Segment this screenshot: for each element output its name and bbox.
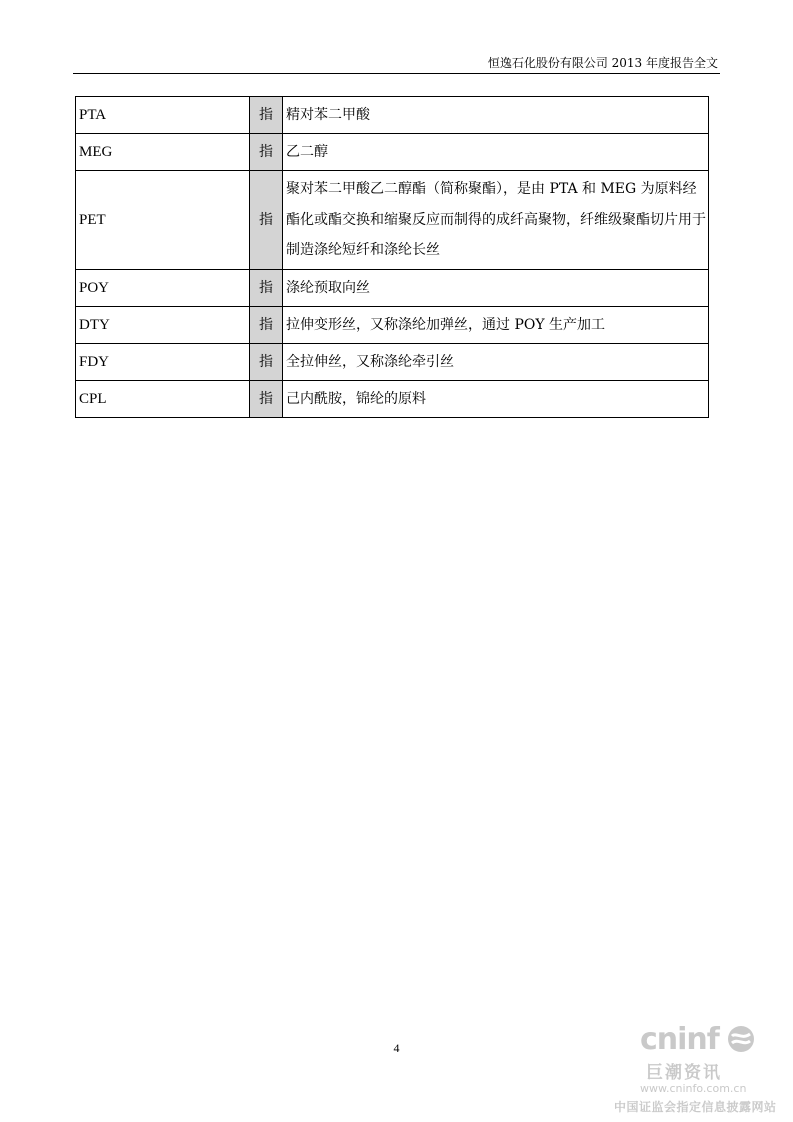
watermark-tagline: 中国证监会指定信息披露网站 (614, 1100, 777, 1114)
refers-to-cell: 指 (250, 134, 283, 171)
watermark-url: www.cninfo.com.cn (640, 1082, 747, 1095)
refers-to-cell: 指 (250, 307, 283, 344)
header-divider (73, 73, 720, 74)
term-cell: PTA (76, 97, 250, 134)
refers-to-cell: 指 (250, 97, 283, 134)
definition-cell: 精对苯二甲酸 (283, 97, 709, 134)
page-number: 4 (393, 1041, 400, 1055)
definition-cell: 涤纶预取向丝 (283, 270, 709, 307)
term-cell: PET (76, 171, 250, 270)
definition-cell: 聚对苯二甲酸乙二醇酯（简称聚酯），是由 PTA 和 MEG 为原料经酯化或酯交换和缩聚反应而制得的成纤高聚物，纤维级聚酯切片用于制造涤纶短纤和涤纶长丝 (283, 171, 709, 270)
definition-cell: 拉伸变形丝，又称涤纶加弹丝，通过 POY 生产加工 (283, 307, 709, 344)
refers-to-cell: 指 (250, 171, 283, 270)
refers-to-cell: 指 (250, 381, 283, 418)
definition-cell: 己内酰胺，锦纶的原料 (283, 381, 709, 418)
definition-row (76, 270, 709, 307)
refers-to-cell: 指 (250, 344, 283, 381)
definition-row (76, 97, 709, 134)
cninfo-watermark (600, 1020, 793, 1120)
term-cell: POY (76, 270, 250, 307)
cninfo-logo-icon (726, 1024, 756, 1054)
term-cell: FDY (76, 344, 250, 381)
term-cell: DTY (76, 307, 250, 344)
term-cell: CPL (76, 381, 250, 418)
definition-row (76, 381, 709, 418)
watermark-logo-text: cninf (640, 1022, 719, 1057)
definition-row (76, 134, 709, 171)
report-title: 恒逸石化股份有限公司 2013 年度报告全文 (487, 56, 718, 70)
definition-cell: 乙二醇 (283, 134, 709, 171)
definitions-table (75, 96, 709, 418)
definition-row (76, 171, 709, 270)
refers-to-cell: 指 (250, 270, 283, 307)
watermark-brand: 巨潮资讯 (646, 1063, 722, 1083)
definition-row (76, 344, 709, 381)
definition-cell: 全拉伸丝，又称涤纶牵引丝 (283, 344, 709, 381)
term-cell: MEG (76, 134, 250, 171)
definition-row (76, 307, 709, 344)
